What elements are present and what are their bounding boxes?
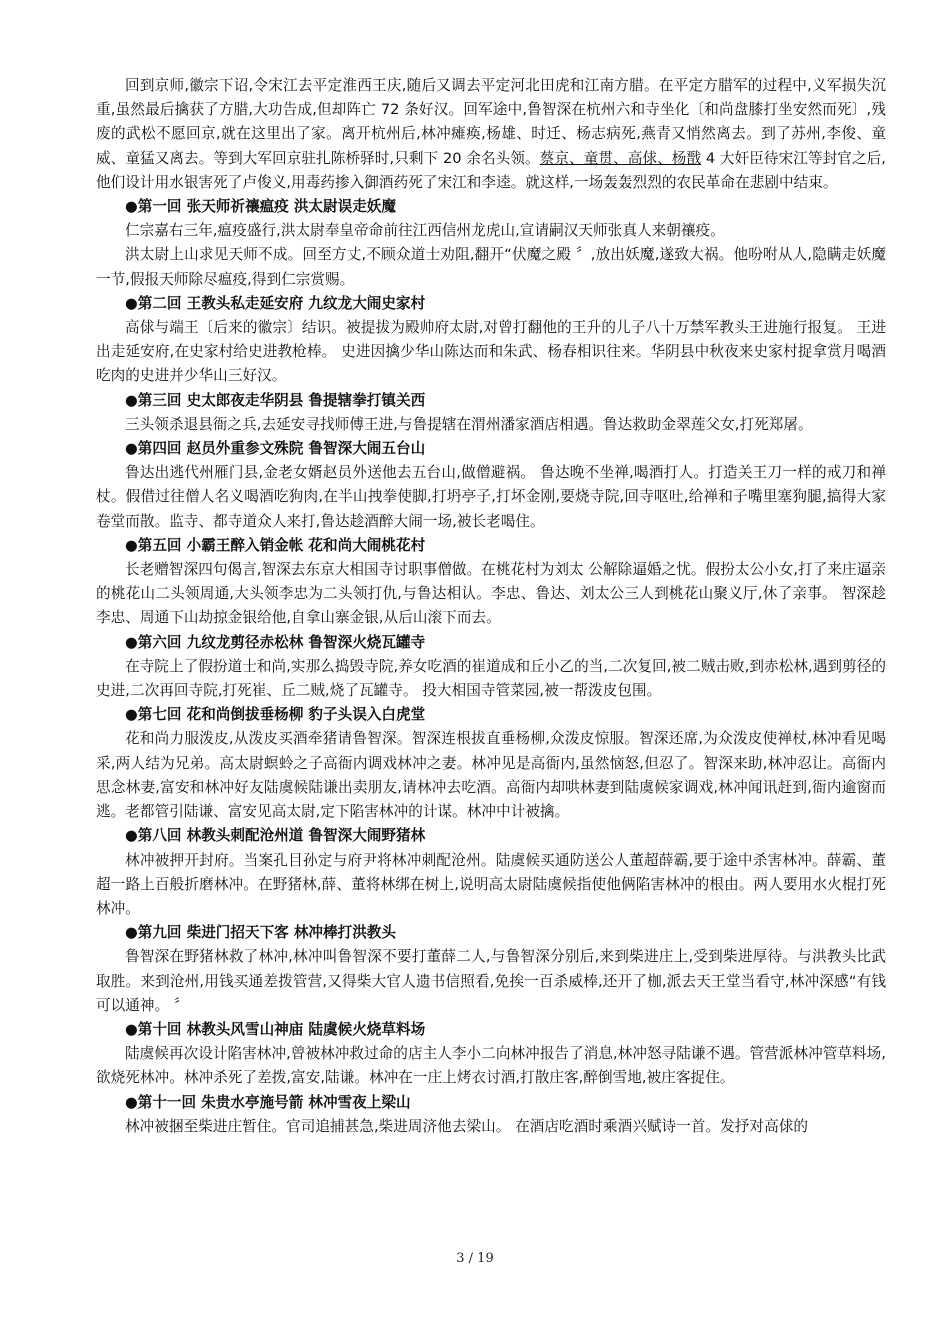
chapter-6-paragraph-1: 在寺院上了假扮道士和尚,实那么捣毁寺院,养女吃酒的崔道成和丘小乙的当,二次复回,被二贼击败,到赤松林,遇到剪径的史进,二次再回寺院,打死崔、丘二贼,烧了瓦罐寺。 投大相国寺管菜园,被一帮泼皮包围。 <box>96 657 886 700</box>
chapter-2-title: ●第二回 王教头私走延安府 九纹龙大闹史家村 <box>125 294 426 312</box>
chapter-7-paragraph-1: 花和尚力服泼皮,从泼皮买酒牵猪请鲁智深。智深连根拔直垂杨柳,众泼皮惊服。智深还席,为众泼皮使禅杖,林冲看见喝采,两人结为兄弟。高太尉螟蛉之子高衙内调戏林冲之妻。林冲见是高衙内,虽然恼怒,但忍了。智深来助,林冲忍让。高衙内思念林妻,富安和林冲好友陆虞候陆谦出卖朋友,请林冲去吃酒。高衙内却哄林妻到陆虞候家调戏,林冲闻讯赶到,衙内逾窗而逃。老都管引陆谦、富安见高太尉,定下陷害林冲的计谋。林冲中计被擒。 <box>96 730 886 821</box>
chapter-6-title: ●第六回 九纹龙剪径赤松林 鲁智深火烧瓦罐寺 <box>125 633 426 651</box>
chapter-8-paragraph-1: 林冲被押开封府。当案孔目孙定与府尹将林冲刺配沧州。陆虞候买通防送公人董超薛霸,要于途中杀害林冲。薛霸、董超一路上百般折磨林冲。在野猪林,薛、董将林绑在树上,说明高太尉陆虞候指使他俩陷害林冲的根由。两人要用水火棍打死林冲。 <box>96 851 886 917</box>
chapter-4-paragraph-1: 鲁达出逃代州雁门县,金老女婿赵员外送他去五台山,做僧避祸。 鲁达晚不坐禅,喝酒打人。打造关王刀一样的戒刀和禅杖。假借过往僧人名义喝酒吃狗肉,在半山拽拳使脚,打坍亭子,打坏金刚,要烧寺院,回寺呕吐,给禅和子嘴里塞狗腿,搞得大家卷堂而散。监寺、都寺道众人来打,鲁达趁酒醉大闹一场,被长老喝住。 <box>96 464 886 530</box>
chapter-11-title: ●第十一回 朱贵水亭施号箭 林冲雪夜上梁山 <box>125 1093 411 1111</box>
chapter-1-title: ●第一回 张天师祈禳瘟疫 洪太尉误走妖魔 <box>125 198 396 216</box>
chapter-3-title: ●第三回 史太郎夜走华阴县 鲁提辖拳打镇关西 <box>125 391 426 409</box>
chapter-11-paragraph-1: 林冲被捆至柴进庄暂住。官司追捕甚急,柴进周济他去梁山。 在酒店吃酒时乘酒兴赋诗一首。发抒对高俅的 <box>125 1117 808 1135</box>
chapter-9-title: ●第九回 柴进门招天下客 林冲棒打洪教头 <box>125 924 396 942</box>
chapter-2-paragraph-1: 高俅与端王〔后来的徽宗〕结识。被提拔为殿帅府太尉,对曾打翻他的王升的儿子八十万禁军教头王进施行报复。 王进出走延安府,在史家村给史进教枪棒。 史进因擒少华山陈达而和朱武、杨春相识往来。华阴县中秋夜来史家村捉拿赏月喝酒吃肉的史进并少华山三好汉。 <box>96 319 886 385</box>
intro-text-b: 4 大奸臣待宋江等封官之后,他们设计用水银害死了卢俊义,用毒药掺入御酒药死了宋江和李逵。就这样,一场轰轰烈烈的农民革命在悲剧中结束。 <box>96 149 887 191</box>
chapter-3-paragraph-1: 三头领杀退县衙之兵,去延安寻找师傅王进,与鲁提辖在渭州潘家酒店相遇。鲁达救助金翠莲父女,打死郑屠。 <box>125 415 813 433</box>
intro-paragraph <box>96 74 886 195</box>
chapter-10-paragraph-1: 陆虞候再次设计陷害林冲,曾被林冲救过命的店主人李小二向林冲报告了消息,林冲怒寻陆谦不遇。管营派林冲管草料场,欲烧死林冲。林冲杀死了差拨,富安,陆谦。林冲在一庄上烤衣讨酒,打散庄客,醉倒雪地,被庄客捉住。 <box>96 1045 886 1087</box>
chapter-1-paragraph-1: 仁宗嘉右三年,瘟疫盛行,洪太尉奉皇帝命前往江西信州龙虎山,宣请嗣汉天师张真人来朝禳疫。 <box>125 222 725 240</box>
page-number: 3 / 19 <box>456 1251 494 1266</box>
underlined-names: 蔡京、童贯、高俅、杨戬 <box>539 149 702 167</box>
intro-text-a: 回到京师,徽宗下诏,令宋江去平定淮西王庆,随后又调去平定河北田虎和江南方腊。在平定方腊军的过程中,义军损失沉重,虽然最后擒获了方腊,大功告成,但却阵亡 72 条好汉。回军途中,鲁智深在杭州六和寺坐化〔和尚盘膝打坐安然而死〕,残废的武松不愿回京,就在这里出了家。离开杭州后,林冲瘫痪,杨雄、时迁、杨志病死,燕青又悄然离去。到了苏州,李俊、童威、童猛又离去。等到大军回京驻扎陈桥驿时,只剩下 20 余名头领。 <box>96 77 886 167</box>
chapter-5-title: ●第五回 小霸王醉入销金帐 花和尚大闹桃花村 <box>125 536 426 554</box>
chapter-10-title: ●第十回 林教头风雪山神庙 陆虞候火烧草料场 <box>125 1020 426 1038</box>
document-body <box>96 74 886 1139</box>
chapter-8-title: ●第八回 林教头刺配沧州道 鲁智深大闹野猪林 <box>125 827 426 845</box>
chapter-5-paragraph-1: 长老赠智深四句偈言,智深去东京大相国寺讨职事僧做。在桃花村为刘太 公解除逼婚之忧。假扮太公小女,打了来庄逼亲的桃花山二头领周通,大头领李忠为二头领打仇,与鲁达相认。李忠、鲁达、刘太公三人到桃花山聚义厅,休了亲事。 智深趁李忠、周通下山劫掠金银给他,自拿山寨金银,从后山滚下而去。 <box>96 561 886 627</box>
chapter-9-paragraph-1: 鲁智深在野猪林救了林冲,林冲叫鲁智深不要打董薛二人,与鲁智深分别后,来到柴进庄上,受到柴进厚待。与洪教头比武取胜。来到沧州,用钱买通差拨管营,又得柴大官人遗书信照看,免挨一百杀威棒,还开了枷,派去天王堂当看守,林冲深感“有钱可以通神。 〞 <box>96 948 886 1014</box>
chapter-1-paragraph-2: 洪太尉上山求见天师不成。回至方丈,不顾众道士劝阻,翻开“伏魔之殿 〞,放出妖魔,遂致大祸。他吩咐从人,隐瞒走妖魔一节,假报天师除尽瘟疫,得到仁宗赏赐。 <box>96 246 886 288</box>
chapter-7-title: ●第七回 花和尚倒拔垂杨柳 豹子头误入白虎堂 <box>125 706 426 724</box>
chapter-4-title: ●第四回 赵员外重参文殊院 鲁智深大闹五台山 <box>125 440 426 458</box>
